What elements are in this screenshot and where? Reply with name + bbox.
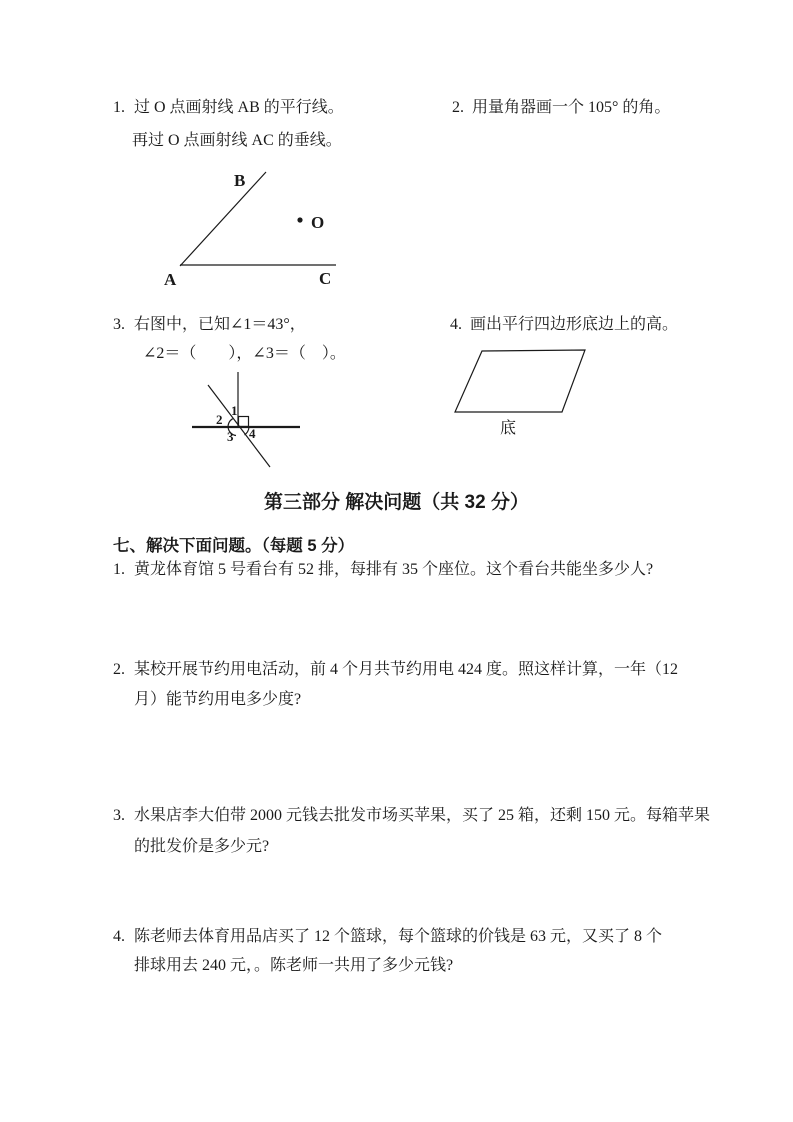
point-label-c: C — [319, 269, 332, 288]
angle-label-2: 2 — [216, 412, 223, 427]
right-angle-marker — [239, 417, 249, 427]
word-problem-4-line-1 — [113, 927, 662, 947]
problem-text: 陈老师去体育用品店买了 12 个篮球，每个篮球的价钱是 63 元，又买了 8 个 — [134, 928, 663, 945]
word-problem-2-line-1 — [113, 660, 678, 680]
problem-number: 2. — [113, 661, 125, 678]
problem-text: 画出平行四边形底边上的高。 — [470, 316, 679, 333]
rays-figure — [138, 158, 388, 298]
angle-label-1: 1 — [231, 403, 238, 418]
word-problem-2-line-2 — [134, 690, 301, 710]
problem-text: 排球用去 240 元，。陈老师一共用了多少元钱? — [134, 957, 454, 974]
section-title: 第三部分 解决问题（共 32 分） — [264, 492, 529, 513]
geometry-problem-3-line-1 — [113, 315, 306, 335]
problem-text: 的批发价是多少元? — [134, 838, 270, 855]
problem-text: 水果店李大伯带 2000 元钱去批发市场买苹果，买了 25 箱，还剩 150 元。每箱苹果 — [134, 807, 711, 824]
point-label-a: A — [164, 270, 177, 289]
geometry-problem-2-line-1 — [452, 98, 670, 118]
word-problem-3-line-1 — [113, 806, 710, 826]
problem-number: 1. — [113, 99, 125, 116]
problem-number: 3. — [113, 316, 125, 333]
geometry-problem-1-line-1 — [113, 98, 344, 118]
ray-ab-line — [180, 172, 266, 266]
parallelogram-shape — [455, 350, 585, 412]
point-label-o: O — [311, 213, 325, 232]
problem-text: 黄龙体育馆 5 号看台有 52 排，每排有 35 个座位。这个看台共能坐多少人? — [134, 561, 654, 578]
problem-number: 3. — [113, 807, 125, 824]
problem-number: 4. — [113, 928, 125, 945]
parallelogram-figure — [443, 340, 613, 440]
base-label: 底 — [500, 420, 517, 437]
problem-text: 用量角器画一个 105° 的角。 — [472, 99, 671, 116]
problem-text: 月）能节约用电多少度? — [134, 691, 302, 708]
angle-label-4: 4 — [249, 426, 256, 441]
problem-text: 右图中，已知∠1＝43°， — [134, 316, 306, 333]
point-o-dot — [297, 217, 302, 222]
geometry-problem-1-line-2 — [132, 131, 342, 151]
problem-text: ∠2＝（ ），∠3＝（ ）。 — [143, 345, 346, 362]
angles-figure — [162, 368, 322, 483]
geometry-problem-4-line-1 — [450, 315, 678, 335]
problem-text: 再过 O 点画射线 AC 的垂线。 — [132, 132, 342, 149]
word-problem-3-line-2 — [134, 837, 269, 857]
problem-text: 过 O 点画射线 AB 的平行线。 — [134, 99, 344, 116]
problem-number: 1. — [113, 561, 125, 578]
subsection-title: 七、解决下面问题。（每题 5 分） — [113, 537, 355, 555]
point-label-b: B — [234, 171, 246, 190]
word-problem-4-line-2 — [134, 956, 453, 976]
geometry-problem-3-line-2 — [143, 344, 346, 364]
problem-number: 4. — [450, 316, 462, 333]
word-problem-1-line-1 — [113, 560, 653, 580]
problem-number: 2. — [452, 99, 464, 116]
problem-text: 某校开展节约用电活动，前 4 个月共节约用电 424 度。照这样计算，一年（12 — [134, 661, 679, 678]
angle-label-3: 3 — [227, 429, 234, 444]
